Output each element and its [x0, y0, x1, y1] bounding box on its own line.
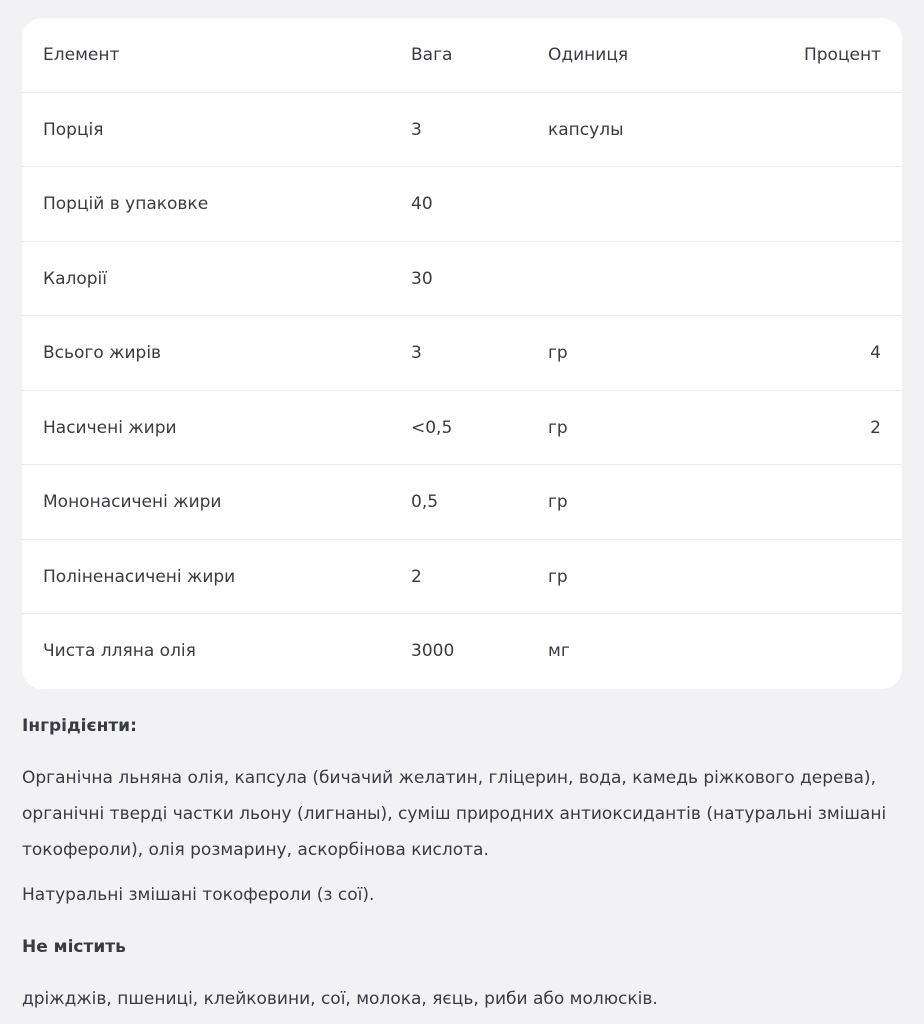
cell-unit: гр	[548, 343, 568, 363]
cell-weight: 2	[411, 566, 422, 587]
table-row	[22, 614, 902, 689]
cell-weight: <0,5	[411, 417, 453, 438]
cell-name: Чиста лляна олія	[43, 641, 196, 661]
table-row	[22, 465, 902, 540]
header-element: Елемент	[43, 45, 120, 65]
table-row	[22, 167, 902, 242]
cell-unit: гр	[548, 566, 568, 587]
cell-name: Поліненасичені жири	[43, 566, 236, 587]
cell-unit: капсулы	[548, 119, 624, 140]
cell-unit: гр	[548, 492, 568, 512]
table-row	[22, 93, 902, 168]
cell-weight: 30	[411, 268, 433, 289]
cell-name: Насичені жири	[43, 417, 177, 438]
cell-name: Порцій в упаковке	[43, 194, 209, 214]
ingredients-text: Органічна льняна олія, капсула (бичачий желатин, гліцерин, вода, камедь ріжкового дерева), органічні тверді частки льону (лигнаны), суміш природних антиоксидантів (натуральні змішані токофероли), олія розмарину, аскорбінова кислота.	[22, 768, 887, 860]
free-from-text: дріжджів, пшениці, клейковини, сої, молока, яєць, риби або молюсків.	[22, 989, 658, 1009]
table-row	[22, 540, 902, 615]
ingredients-heading: Інгрідієнти:	[22, 716, 137, 736]
cell-percent: 4	[870, 343, 881, 363]
cell-weight: 40	[411, 194, 433, 214]
cell-weight: 3000	[411, 641, 455, 661]
cell-weight: 3	[411, 343, 422, 363]
table-row	[22, 316, 902, 391]
cell-name: Порція	[43, 119, 104, 140]
header-percent: Процент	[803, 45, 881, 65]
cell-unit: мг	[548, 641, 570, 661]
cell-weight: 0,5	[411, 492, 439, 512]
cell-name: Мононасичені жири	[43, 492, 222, 512]
cell-unit: гр	[548, 417, 568, 438]
free-from-heading: Не містить	[22, 937, 126, 957]
header-unit: Одиниця	[548, 45, 629, 65]
table-header-row	[22, 18, 902, 93]
header-weight: Вага	[411, 45, 453, 65]
table-row	[22, 242, 902, 317]
cell-name: Всього жирів	[43, 343, 162, 363]
cell-percent: 2	[870, 417, 881, 438]
cell-name: Калорії	[43, 268, 107, 289]
ingredients-note: Натуральні змішані токофероли (з сої).	[22, 885, 375, 905]
cell-weight: 3	[411, 119, 422, 140]
table-row	[22, 391, 902, 466]
nutrition-table	[22, 18, 902, 689]
